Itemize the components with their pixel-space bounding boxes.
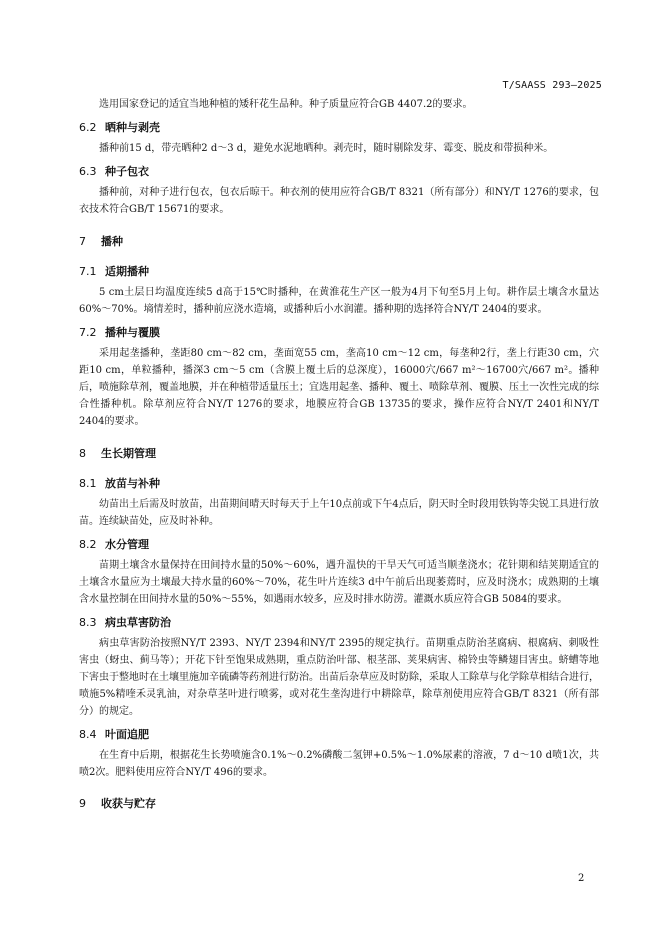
heading-8-1 (79, 475, 599, 492)
section-title: 生长期管理 (101, 447, 156, 460)
page-number: 2 (578, 873, 585, 884)
section-number: 6.3 (79, 165, 97, 178)
paragraph-7-2: 采用起垄播种，垄距80 cm～82 cm，垄面宽55 cm，垄高10 cm～12 cm，每垄种2行，垄上行距30 cm，穴距10 cm，单粒播种，播深3 cm～5 cm（含膜上覆土后的总深度），16000穴/667 m²～16700穴/667 m²。播种后，喷施除草剂，覆盖地膜，并在种植带适量压土；宜选用起垄、播种、覆土、喷除草剂、覆膜、压土一次性完成的综合性播种机。除草剂应符合NY/T 1276的要求，地膜应符合GB 13735的要求，操作应符合NY/T 2401和NY/T 2404的要求。 (79, 348, 599, 427)
heading-8 (79, 445, 599, 462)
heading-8-2 (79, 536, 599, 553)
paragraph-6-3: 播种前，对种子进行包衣，包衣后晾干。种衣剂的使用应符合GB/T 8321（所有部分）和NY/T 1276的要求，包衣技术符合GB/T 15671的要求。 (79, 187, 599, 215)
paragraph-8-2: 苗期土壤含水量保持在田间持水量的50%～60%，遇升温快的干旱天气可适当顺垄浇水；花针期和结荚期适宜的土壤含水量应为土壤最大持水量的60%～70%，花生叶片连续3 d中午前后出现萎蔫时，应及时浇水；成熟期的土壤含水量控制在田间持水量的50%～55%，如遇雨水较多，应及时排水防涝。灌溉水质应符合GB 5084的要求。 (79, 560, 599, 605)
section-title: 放苗与补种 (105, 477, 160, 490)
heading-7-2 (79, 324, 599, 341)
heading-7 (79, 233, 599, 250)
heading-7-1 (79, 263, 599, 280)
section-title: 适期播种 (105, 265, 149, 278)
document-body (79, 96, 599, 812)
section-title: 播种与覆膜 (105, 326, 160, 339)
paragraph-8-3: 病虫草害防治按照NY/T 2393、NY/T 2394和NY/T 2395的规定执行。苗期重点防治茎腐病、根腐病、刺吸性害虫（蚜虫、蓟马等）；开花下针至饱果成熟期，重点防治叶部、根茎部、荚果病害、棉铃虫等鳞翅目害虫。蛴螬等地下害虫于整地时在土壤里施加辛硫磷等药剂进行防治。出苗后杂草应及时防除，采取人工除草与化学除草相结合进行，喷施5%精喹禾灵乳油，对杂草茎叶进行喷雾，或对花生垄沟进行中耕除草，除草剂使用应符合GB/T 8321（所有部分）的规定。 (79, 638, 599, 717)
heading-6-3 (79, 163, 599, 180)
paragraph-8-4: 在生育中后期，根据花生长势喷施含0.1%～0.2%磷酸二氢钾+0.5%～1.0%尿素的溶液，7 d～10 d喷1次，共喷2次。肥料使用应符合NY/T 496的要求。 (79, 750, 599, 778)
heading-6-2 (79, 119, 599, 136)
heading-8-4 (79, 726, 599, 743)
section-number: 7.1 (79, 265, 97, 278)
paragraph-6-2: 播种前15 d，带壳晒种2 d～3 d，避免水泥地晒种。剥壳时，随时剔除发芽、霉变、脱皮和带损种米。 (99, 143, 554, 154)
paragraph-7-1: 5 cm土层日均温度连续5 d高于15℃时播种，在黄淮花生产区一般为4月下旬至5月上旬。耕作层土壤含水量达60%～70%。墒情差时，播种前应浇水造墒，或播种后小水润灌。播种期的选择符合NY/T 2404的要求。 (79, 287, 599, 315)
section-number: 9 (79, 797, 86, 810)
heading-9 (79, 795, 599, 812)
section-number: 8.2 (79, 538, 97, 551)
section-title: 水分管理 (105, 538, 149, 551)
section-number: 7 (79, 235, 86, 248)
section-title: 晒种与剥壳 (105, 121, 160, 134)
section-number: 8 (79, 447, 86, 460)
section-title: 种子包衣 (105, 165, 149, 178)
paragraph-variety: 选用国家登记的适宜当地种植的矮秆花生品种。种子质量应符合GB 4407.2的要求。 (99, 99, 473, 110)
section-title: 收获与贮存 (101, 797, 156, 810)
section-number: 8.3 (79, 616, 97, 629)
section-number: 8.4 (79, 728, 97, 741)
section-title: 病虫草害防治 (105, 616, 171, 629)
heading-8-3 (79, 614, 599, 631)
standard-code: T/SAASS 293—2025 (502, 80, 602, 91)
paragraph-8-1: 幼苗出土后需及时放苗，出苗期间晴天时每天于上午10点前或下午4点后，阴天时全时段用铁钩等尖锐工具进行放苗。连续缺苗处，应及时补种。 (79, 499, 599, 527)
section-title: 叶面追肥 (105, 728, 149, 741)
section-number: 8.1 (79, 477, 97, 490)
section-title: 播种 (101, 235, 123, 248)
section-number: 7.2 (79, 326, 97, 339)
section-number: 6.2 (79, 121, 97, 134)
